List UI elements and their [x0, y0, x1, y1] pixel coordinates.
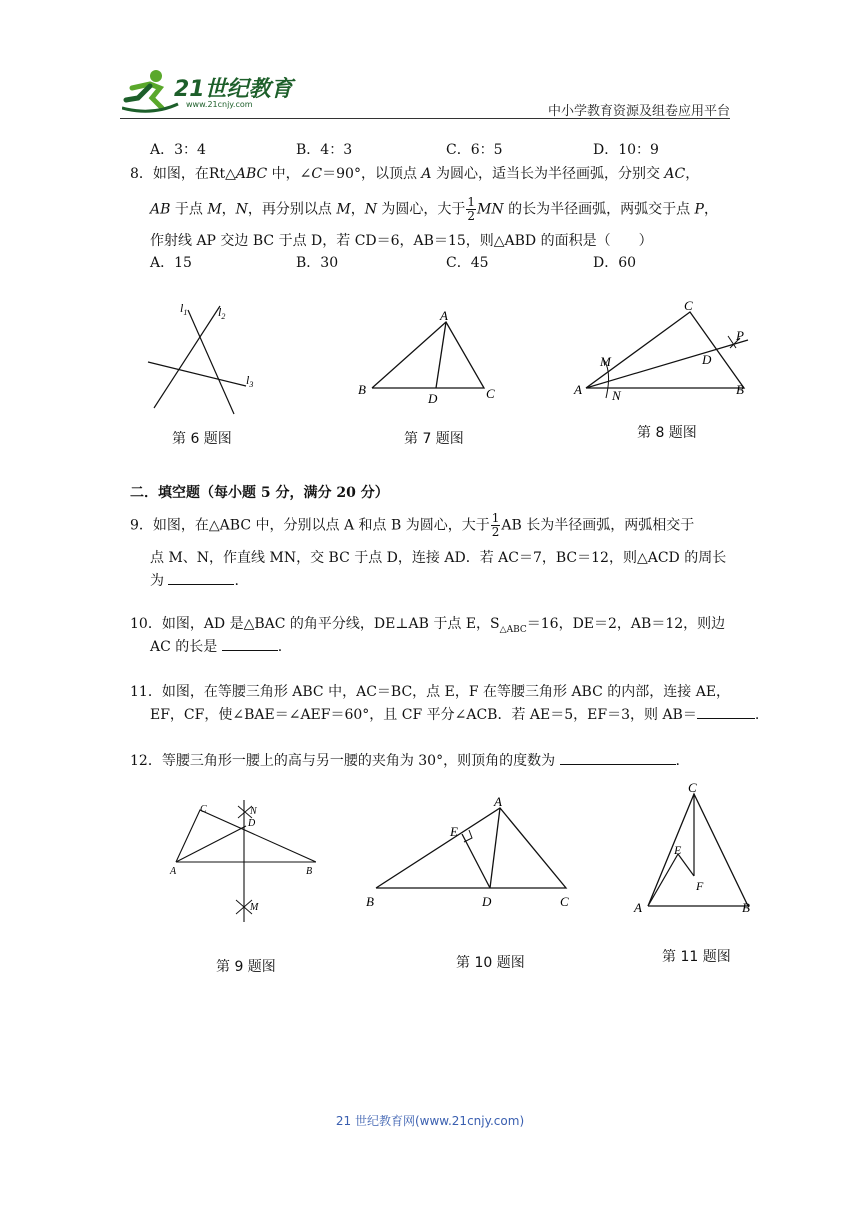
label-a: A: [494, 794, 502, 809]
label-b: B: [742, 900, 750, 915]
figure-6-caption: 第 6 题图: [172, 431, 232, 447]
figure-11-caption: 第 11 题图: [662, 949, 731, 965]
q7-option-d: D．10：9: [593, 142, 659, 158]
q11-line-2: EF，CF，使∠BAE＝∠AEF＝60°，且 CF 平分∠ACB．若 AE＝5，EF＝3，则 AB＝ .: [150, 704, 759, 725]
answer-blank[interactable]: [697, 704, 755, 719]
label-e: E: [674, 843, 682, 857]
q7-option-a: A．3：4: [150, 142, 206, 158]
q9-line-3: 为 .: [150, 570, 239, 591]
figure-11: [628, 780, 758, 920]
label-a: A: [440, 308, 448, 323]
label-d: D: [482, 894, 492, 909]
q8-line-2: AB 于点 M，N，再分别以点 M，N 为圆心，大于 $\frac{1}{2}$ MN 的长为半径画弧，两弧交于点 P，: [150, 195, 718, 223]
answer-blank[interactable]: [168, 570, 234, 585]
q7-option-b: B．4：3: [296, 142, 353, 158]
label-c: C: [200, 804, 207, 815]
q8-option-a: A．15: [150, 255, 192, 271]
figure-9-caption: 第 9 题图: [216, 959, 276, 975]
label-b: B: [306, 866, 313, 877]
figure-10-caption: 第 10 题图: [456, 955, 525, 971]
label-c: C: [684, 298, 693, 313]
logo-url: www.21cnjy.com: [186, 100, 253, 109]
figure-7: [352, 306, 502, 408]
label-c: C: [486, 386, 495, 401]
header-rule: [120, 118, 730, 119]
q8-line-1: 8．如图，在Rt△ABC 中，∠C＝90°，以顶点 A 为圆心，适当长为半径画弧，分别交 AC，: [130, 166, 700, 182]
label-f: F: [696, 879, 704, 893]
section-heading: 二．填空题（每小题 5 分，满分 20 分）: [130, 485, 389, 501]
logo-text: 21世纪教育: [174, 77, 293, 102]
answer-blank[interactable]: [560, 750, 676, 765]
q7-option-c: C．6：5: [446, 142, 503, 158]
q10-line-1: 10．如图，AD 是△BAC 的角平分线，DE⊥AB 于点 E，$S_{\triangle ABC}=16$，DE＝2，AB＝12，则边: [130, 616, 726, 635]
label-b: B: [736, 382, 744, 397]
label-b: B: [366, 894, 374, 909]
q9-line-1: 9．如图，在△ABC 中，分别以点 A 和点 B 为圆心，大于 $\frac{1}{2}$ AB 长为半径画弧，两弧相交于: [130, 511, 695, 539]
figure-8-caption: 第 8 题图: [637, 425, 697, 441]
label-m: M: [250, 902, 259, 913]
answer-blank[interactable]: [222, 636, 278, 651]
q10-line-2: AC 的长是 .: [150, 636, 282, 657]
fraction-half: $\frac{1}{2}$: [491, 511, 500, 539]
q8-option-b: B．30: [296, 255, 339, 271]
label-b: B: [358, 382, 366, 397]
label-l3: $l_3$: [246, 373, 254, 389]
label-l2: $l_2$: [218, 305, 226, 321]
label-d: D: [428, 391, 438, 406]
q9-line-2: 点 M、N，作直线 MN，交 BC 于点 D，连接 AD．若 AC＝7，BC＝12，则△ACD 的周长: [150, 550, 727, 566]
label-n: N: [612, 388, 621, 403]
label-m: M: [600, 354, 611, 369]
logo-runner-icon: [122, 68, 180, 114]
label-d: D: [248, 818, 256, 829]
label-a: A: [574, 382, 582, 397]
label-c: C: [560, 894, 569, 909]
label-a: A: [634, 900, 642, 915]
figure-8: [570, 296, 760, 404]
figure-7-caption: 第 7 题图: [404, 431, 464, 447]
label-l1: $l_1$: [180, 301, 188, 317]
label-n: N: [250, 806, 257, 817]
label-a: A: [170, 866, 177, 877]
figure-6: [140, 296, 270, 418]
label-c: C: [688, 780, 697, 795]
label-p: P: [736, 328, 744, 343]
figure-10: [360, 794, 580, 912]
header: [120, 62, 730, 118]
q8-line-3: 作射线 AP 交边 BC 于点 D，若 CD＝6，AB＝15，则△ABD 的面积是（ ）: [150, 233, 653, 249]
platform-name: 中小学教育资源及组卷应用平台: [547, 104, 730, 119]
q12-line: 12．等腰三角形一腰上的高与另一腰的夹角为 30°，则顶角的度数为 .: [130, 750, 680, 771]
q8-option-d: D．60: [593, 255, 637, 271]
q8-option-c: C．45: [446, 255, 489, 271]
label-e: E: [450, 824, 458, 839]
label-d: D: [702, 352, 712, 367]
footer-link[interactable]: 21 世纪教育网(www.21cnjy.com): [335, 1114, 525, 1128]
q11-line-1: 11．如图，在等腰三角形 ABC 中，AC＝BC，点 E，F 在等腰三角形 ABC 的内部，连接 AE，: [130, 684, 731, 700]
figure-9: [166, 796, 316, 926]
fraction-half: $\frac{1}{2}$: [467, 195, 476, 223]
